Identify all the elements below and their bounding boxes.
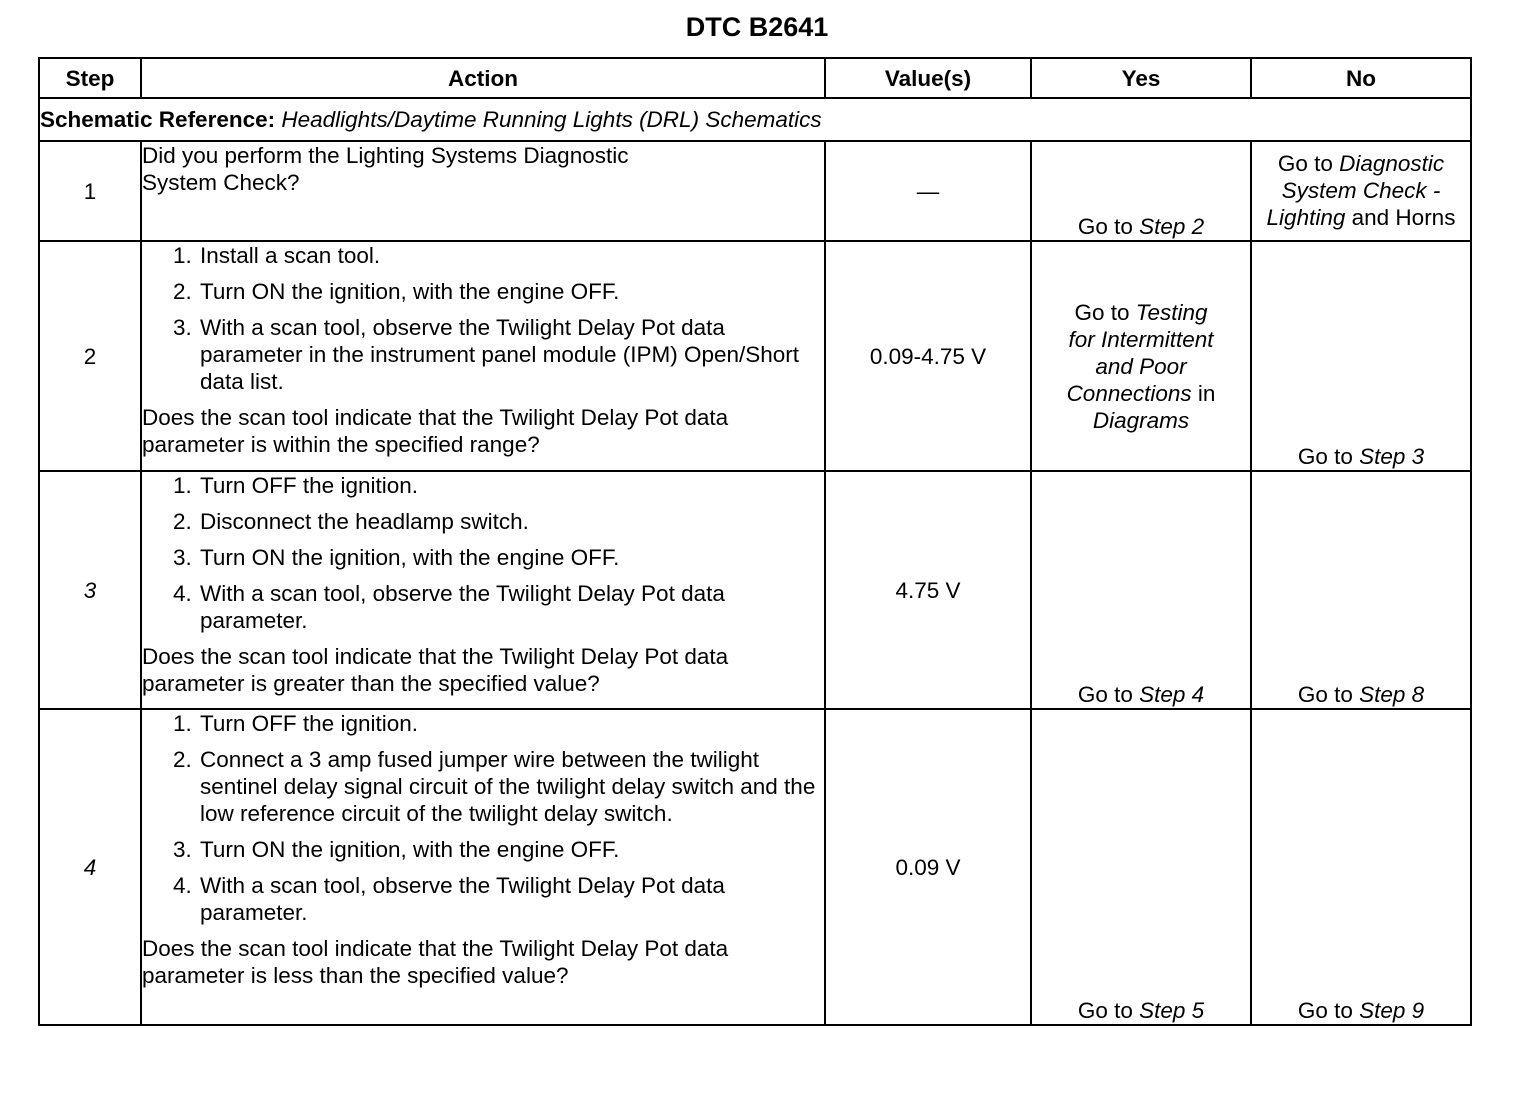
page-title: DTC B2641 [685,12,829,42]
header-no: No [1251,58,1471,98]
action-text: Did you perform the Lighting Systems Diagnostic [142,143,629,168]
action-step: 4. With a scan tool, observe the Twilight Delay Pot data parameter. [198,872,824,926]
action-steps [142,710,824,926]
yes-link[interactable]: and Poor [1095,353,1187,379]
yes-cell [1031,241,1251,471]
yes-link[interactable]: Diagrams [1092,407,1190,433]
schematic-reference-label: Schematic Reference: [40,107,276,132]
value-cell: — [825,141,1031,241]
yes-prefix: Go to [1077,682,1133,707]
action-step: 2. Connect a 3 amp fused jumper wire between the twilight sentinel delay signal circuit of the twilight delay switch and the low reference circuit of the twilight delay switch. [198,746,824,827]
value-cell: 4.75 V [825,471,1031,709]
header-action: Action [141,58,825,98]
step-number: 4 [39,709,141,1025]
header-step: Step [39,58,141,98]
action-step: 1. Install a scan tool. [198,242,824,269]
header-row [39,58,1471,98]
yes-prefix: Go to [1077,214,1133,239]
action-step: 3. With a scan tool, observe the Twilight Delay Pot data parameter in the instrument panel module (IPM) Open/Short data list. [198,314,824,395]
diagnostic-table [38,57,1472,1026]
no-link[interactable]: Step 8 [1359,682,1425,707]
table-row [39,471,1471,709]
no-link[interactable]: Lighting [1266,205,1346,230]
step-number: 3 [39,471,141,709]
yes-link[interactable]: Connections [1066,380,1192,406]
no-prefix: Go to [1297,682,1353,707]
step-number: 1 [39,141,141,241]
action-steps [142,242,824,395]
action-question: Does the scan tool indicate that the Twilight Delay Pot data parameter is within the specified range? [142,405,729,457]
action-text: System Check? [142,170,300,195]
yes-link[interactable]: for Intermittent [1068,326,1214,352]
action-question: Does the scan tool indicate that the Twilight Delay Pot data parameter is greater than the specified value? [142,644,729,696]
no-prefix: Go to [1277,151,1333,176]
no-cell [1251,141,1471,241]
yes-link[interactable]: Step 4 [1139,682,1205,707]
schematic-reference [39,98,1471,141]
yes-prefix: Go to [1074,299,1130,325]
action-step: 2. Disconnect the headlamp switch. [198,508,824,535]
no-link[interactable]: Diagnostic [1339,151,1445,176]
no-prefix: Go to [1297,998,1353,1023]
no-cell [1251,471,1471,709]
action-step: 2. Turn ON the ignition, with the engine OFF. [198,278,824,305]
yes-cell [1031,709,1251,1025]
no-cell [1251,241,1471,471]
action-step: 4. With a scan tool, observe the Twilight Delay Pot data parameter. [198,580,824,634]
action-step: 1. Turn OFF the ignition. [198,472,824,499]
yes-cell [1031,141,1251,241]
no-link[interactable]: Step 9 [1359,998,1425,1023]
yes-cell [1031,471,1251,709]
action-steps [142,472,824,634]
yes-prefix: Go to [1077,998,1133,1023]
no-suffix: and Horns [1351,205,1456,230]
action-cell [141,141,825,241]
no-cell [1251,709,1471,1025]
schematic-reference-link[interactable]: Headlights/Daytime Running Lights (DRL) Schematics [281,107,822,132]
table-row [39,241,1471,471]
action-cell [141,709,825,1025]
value-cell: 0.09 V [825,709,1031,1025]
action-step: 1. Turn OFF the ignition. [198,710,824,737]
no-prefix: Go to [1297,444,1353,469]
action-cell [141,241,825,471]
action-step: 3. Turn ON the ignition, with the engine OFF. [198,836,824,863]
action-cell [141,471,825,709]
no-link[interactable]: System Check - [1281,178,1441,203]
header-values: Value(s) [825,58,1031,98]
yes-link[interactable]: Step 2 [1139,214,1205,239]
value-cell: 0.09-4.75 V [825,241,1031,471]
schematic-reference-row [39,98,1471,141]
action-question: Does the scan tool indicate that the Twilight Delay Pot data parameter is less than the specified value? [142,936,729,988]
table-row [39,709,1471,1025]
yes-link[interactable]: Step 5 [1139,998,1205,1023]
header-yes: Yes [1031,58,1251,98]
yes-mid: in [1197,380,1216,406]
yes-link[interactable]: Testing [1135,299,1208,325]
step-number: 2 [39,241,141,471]
table-row [39,141,1471,241]
action-step: 3. Turn ON the ignition, with the engine OFF. [198,544,824,571]
no-link[interactable]: Step 3 [1359,444,1425,469]
